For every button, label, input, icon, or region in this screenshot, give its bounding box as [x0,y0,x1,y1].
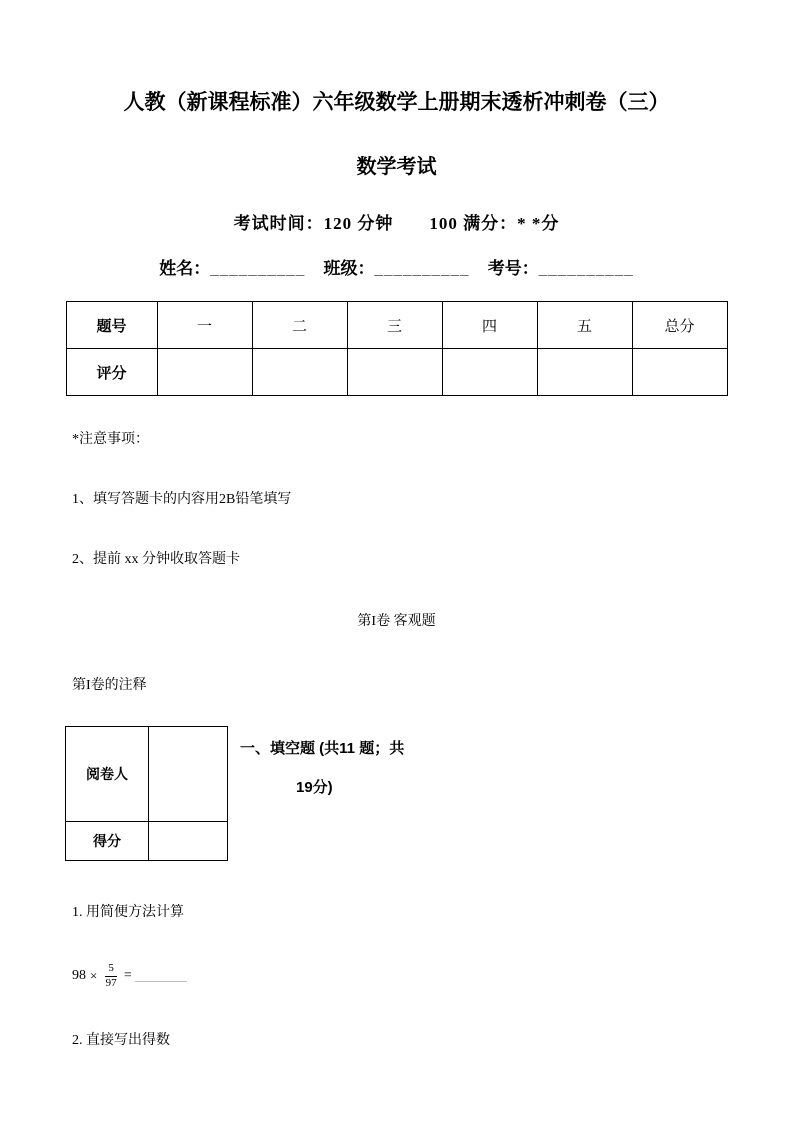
score-value-cell [149,822,228,861]
score-cell [347,349,442,396]
class-blank: __________ [374,259,470,279]
fraction-denominator: 97 [105,976,117,989]
class-label: 班级： [323,259,375,279]
score-cell [442,349,537,396]
student-info-line [65,254,728,279]
volume-title: 第I卷 客观题 [357,614,436,630]
exam-no-label: 考号： [487,259,539,279]
score-table-score-row [66,349,727,396]
volume-note: 第I卷的注释 [72,678,147,694]
score-table-col: 二 [252,302,347,349]
score-table [66,301,728,396]
section-heading [240,726,404,798]
score-cell [157,349,252,396]
question-2-label: 2. 直接写出得数 [72,1033,170,1049]
score-table-col: 一 [157,302,252,349]
question-1-label: 1. 用简便方法计算 [72,905,184,921]
grader-value-cell [149,727,228,822]
score-cell [632,349,727,396]
score-table-col: 四 [442,302,537,349]
score-table-col: 三 [347,302,442,349]
page-title: 人教（新课程标准）六年级数学上册期末透析冲刺卷（三） [123,91,670,114]
exam-no-blank: __________ [538,259,634,279]
grader-table [65,726,228,861]
equals-sign: = [123,968,132,984]
name-label: 姓名： [159,259,211,279]
answer-blank: ________ [134,968,187,984]
score-table-col: 五 [537,302,632,349]
section-heading-line1: 一、填空题 (共11 题；共 [240,740,405,758]
score-cell [537,349,632,396]
math-prefix: 98 [72,968,86,984]
score-row [66,822,228,861]
exam-subtitle: 数学考试 [356,156,437,179]
score-cell [252,349,347,396]
score-table-header-label: 题号 [66,302,157,349]
exam-info-line: 考试时间：120 分钟 100 满分：* *分 [233,214,560,234]
score-table-col: 总分 [632,302,727,349]
name-blank: __________ [210,259,306,279]
grader-row [66,727,228,822]
question-1-expression [72,963,728,989]
note-item-1: 1、填写答题卡的内容用2B铅笔填写 [72,492,292,508]
notes-title: *注意事项： [72,432,149,448]
grader-label: 阅卷人 [66,727,149,822]
note-item-2: 2、提前 xx 分钟收取答题卡 [72,552,240,568]
score-table-header-row [66,302,727,349]
score-label: 得分 [66,822,149,861]
score-table-row-label: 评分 [66,349,157,396]
fraction-numerator: 5 [105,963,117,977]
fraction [105,963,117,989]
grader-block [65,726,728,861]
multiply-sign: × [90,968,98,984]
section-heading-line2: 19分) [296,779,333,797]
